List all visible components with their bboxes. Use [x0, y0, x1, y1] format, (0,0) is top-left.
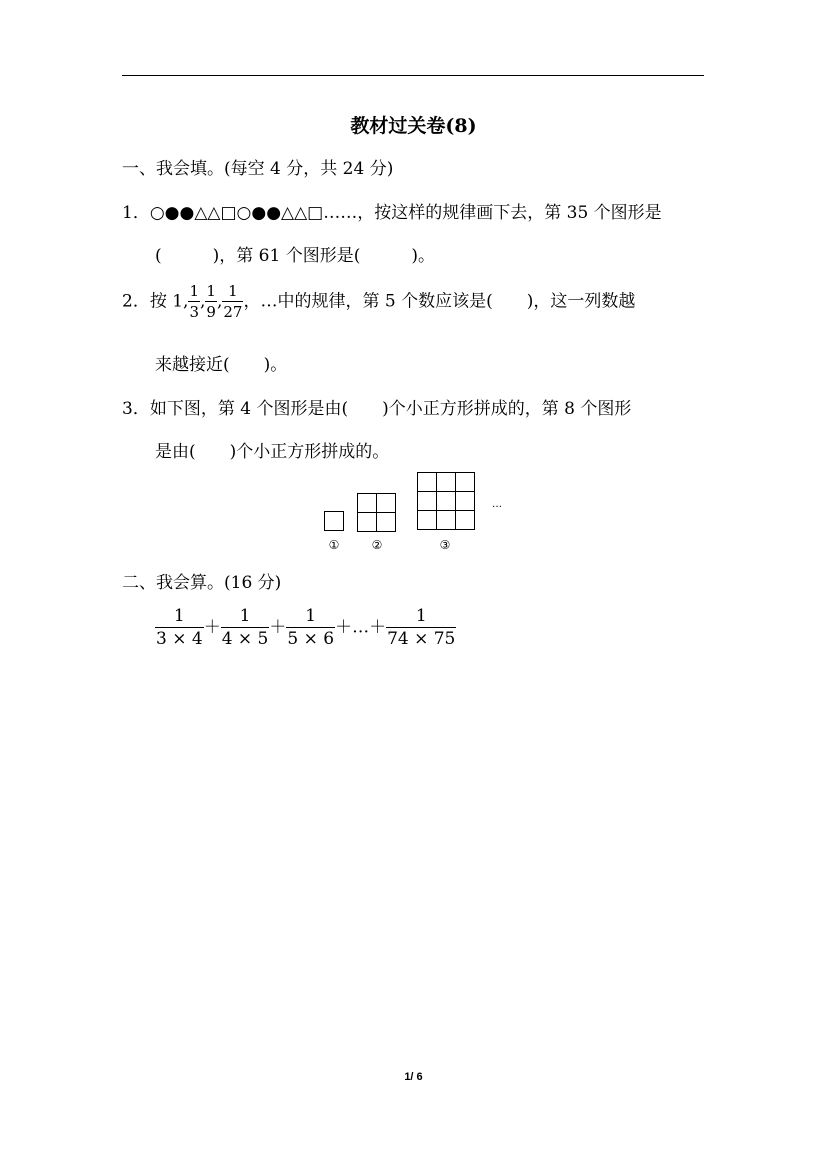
question-1-line2: ( )，第 61 个图形是( )。 [155, 246, 435, 266]
expr-ellipsis: … [352, 617, 370, 638]
section1-heading: 一、我会填。(每空 4 分，共 24 分) [122, 159, 394, 179]
calc-expression: $\frac{1}{3 \times 4}$ ＋ $\frac{1}{4 \times 5}$ ＋ $\frac{1}{5 \times 6}$ ＋…＋ $\frac{1}{74 \times 75}$ [156, 606, 456, 649]
question-3-line2: 是由( )个小正方形拼成的。 [155, 442, 390, 462]
question-2-line2: 来越接近( )。 [155, 355, 288, 375]
figure-2-grid [358, 494, 396, 532]
question-2-prefix: 按 1, [149, 291, 189, 312]
expr-term-3: $\frac{1}{5 \times 6}$ [287, 606, 335, 649]
expr-term-2: $\frac{1}{4 \times 5}$ [221, 606, 269, 649]
page-number: 1/ 6 [404, 1071, 423, 1083]
question-2: 2．按 1, $\frac{1}{3}$ , $\frac{1}{9}$ , $\frac{1}{27}$ ，…中的规律，第 5 个数应该是( )，这一列数越 [122, 282, 636, 321]
figure-3-grid [418, 473, 475, 530]
question-1-number: 1． [122, 203, 150, 223]
fraction-1-9: $\frac{1}{9}$ [206, 282, 216, 321]
figure-label-2: ② [371, 538, 383, 552]
question-2-number: 2． [122, 291, 150, 312]
question-3-number: 3． [122, 399, 150, 419]
question-2-after: ，…中的规律，第 5 个数应该是( )，这一列数越 [243, 291, 636, 312]
figure-label-3: ③ [439, 538, 451, 552]
question-3-line1: 如下图，第 4 个图形是由( )个小正方形拼成的，第 8 个图形 [149, 399, 632, 419]
figure-ellipsis: … [492, 499, 502, 510]
section2-heading: 二、我会算。(16 分) [122, 573, 282, 593]
fraction-1-3: $\frac{1}{3}$ [189, 282, 199, 321]
figure-label-1: ① [328, 538, 340, 552]
fraction-1-27: $\frac{1}{27}$ [223, 282, 243, 321]
page-title: 教材过关卷(8) [350, 115, 477, 137]
figure-1-square [325, 512, 344, 531]
question-1-line1: ○●●△△□○●●△△□……，按这样的规律画下去，第 35 个图形是 [149, 203, 662, 223]
expr-term-1: $\frac{1}{3 \times 4}$ [156, 606, 203, 649]
expr-term-4: $\frac{1}{74 \times 75}$ [387, 606, 456, 649]
